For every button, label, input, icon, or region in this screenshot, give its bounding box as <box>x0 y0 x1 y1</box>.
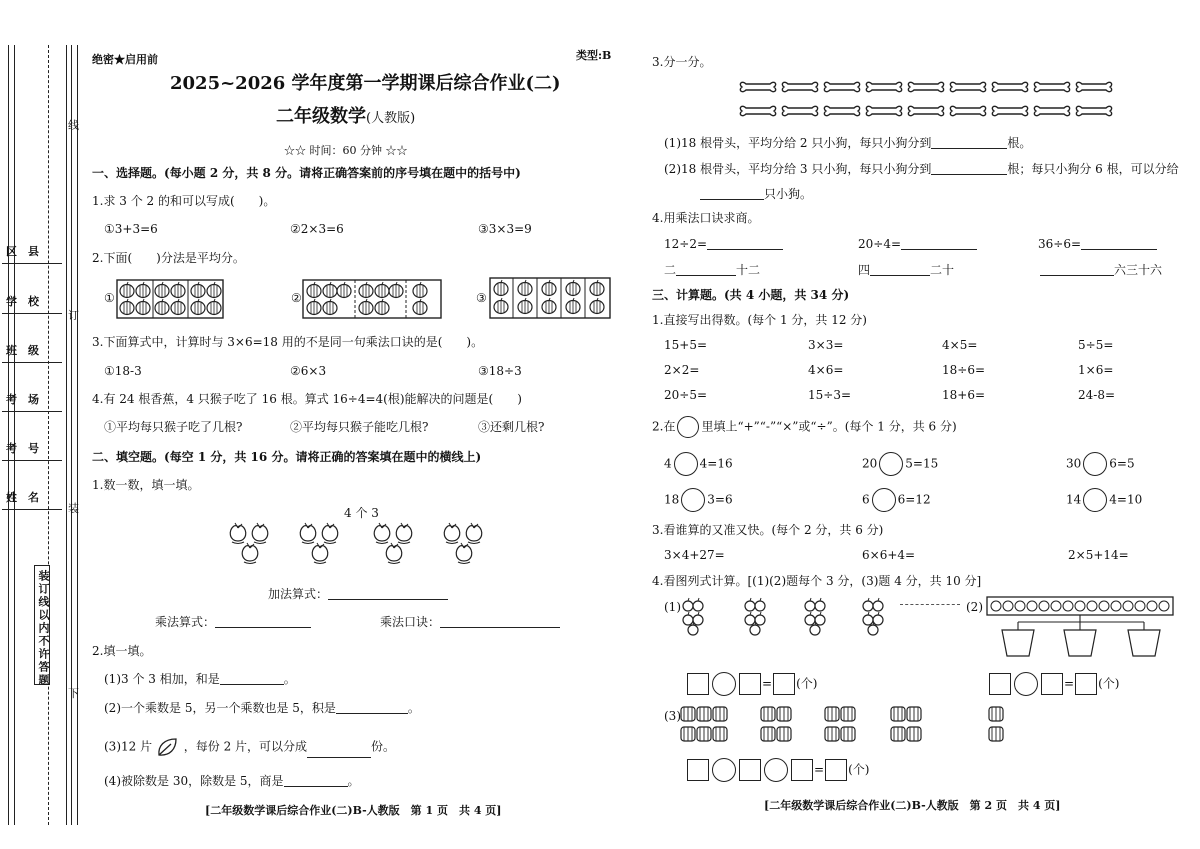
edition-label: (人教版) <box>366 111 416 126</box>
q2-option-1-pumpkin-figure <box>116 279 224 319</box>
answer-box[interactable] <box>825 759 847 781</box>
fill-1-caption: 4 个 3 <box>344 506 379 520</box>
section-choice: 一、选择题。(每小题 2 分，共 8 分。请将正确答案前的序号填在题中的括号中) <box>92 166 521 180</box>
rhyme-item-1-a: 二 <box>664 263 677 277</box>
fill-2-2-period: 。 <box>407 701 420 715</box>
calc-1-item: 5÷5= <box>1078 338 1114 352</box>
add-formula-blank[interactable] <box>328 599 448 600</box>
calc-1-item: 20÷5= <box>664 388 708 402</box>
calc-2-text-a: 2.在 <box>652 419 676 434</box>
calc-4-3-label: (3) <box>664 709 681 723</box>
rhyme-item-1-blank[interactable] <box>676 275 736 276</box>
operator-item-4-b: 3=6 <box>707 492 733 507</box>
operator-item-1-a: 4 <box>664 456 672 471</box>
operator-item-4-a: 18 <box>664 492 680 507</box>
calc-2-text-b: 里填上“+”“-”“×”或“÷”。(每个 1 分，共 6 分) <box>701 419 957 434</box>
fill-2-1-period: 。 <box>283 672 296 686</box>
section-fill: 二、填空题。(每空 1 分，共 16 分。请将正确的答案填在题中的横线上) <box>92 450 482 464</box>
calc-1-item: 24-8= <box>1078 388 1116 402</box>
fill-2-4 <box>104 775 360 787</box>
calc-4-text: 4.看图列式计算。[(1)(2)题每个 3 分，(3)题 4 分，共 10 分] <box>652 574 982 588</box>
rhyme-item-3-blank[interactable] <box>1040 275 1114 276</box>
q2-option-2-pumpkin-figure <box>302 279 442 319</box>
operator-circle-icon <box>677 416 699 438</box>
q2-option-3-label: ③ <box>476 291 487 305</box>
fill-4-item-3-text: 36÷6= <box>1038 237 1082 251</box>
add-formula-row <box>268 588 448 600</box>
binding-mark-line: 线 <box>68 119 79 132</box>
operator-item-1 <box>664 452 733 476</box>
q2-text: 2.下面( )分法是平均分。 <box>92 251 245 265</box>
q1-option-1: ①3+3=6 <box>104 222 158 236</box>
fill-3-2-blank-1[interactable] <box>931 174 1007 175</box>
peach-groups-figure <box>226 520 516 568</box>
rhyme-item-3-b: 六三十六 <box>1114 263 1163 277</box>
operator-blank-5[interactable] <box>872 488 896 512</box>
answer-operator[interactable] <box>764 758 788 782</box>
calc-1-item: 18÷6= <box>942 363 986 377</box>
operator-item-5-a: 6 <box>862 492 870 507</box>
rhyme-item-2-blank[interactable] <box>870 275 930 276</box>
answer-box[interactable] <box>989 673 1011 695</box>
fill-2-2 <box>104 702 420 714</box>
balls-baskets-figure <box>986 596 1176 660</box>
operator-item-6-a: 14 <box>1066 492 1082 507</box>
fill-3-text: 3.分一分。 <box>652 55 712 69</box>
q2-option-3-pumpkin-figure <box>489 277 611 319</box>
binding-warning: 装订线以内不许答题 <box>37 570 50 687</box>
add-formula-label: 加法算式： <box>268 587 329 601</box>
answer-box[interactable] <box>791 759 813 781</box>
fill-4-item-1 <box>664 238 783 250</box>
calc-1-item: 4×6= <box>808 363 844 377</box>
q3-option-3: ③18÷3 <box>478 364 522 378</box>
fill-3-2-text-a: (2)18 根骨头，平均分给 3 只小狗，每只小狗分到 <box>664 162 932 176</box>
q2-option-1-label: ① <box>104 291 115 305</box>
unit-label: (个) <box>848 762 870 777</box>
fill-3-1-blank[interactable] <box>931 148 1007 149</box>
rhyme-row <box>380 616 560 628</box>
fill-3-1-text-a: (1)18 根骨头，平均分给 2 只小狗，每只小狗分到 <box>664 136 932 150</box>
calc-2-text <box>652 416 957 438</box>
operator-item-4 <box>664 488 733 512</box>
binding-mark-below: 下 <box>68 687 79 700</box>
q3-text: 3.下面算式中，计算时与 3×6=18 用的不是同一句乘法口诀的是( )。 <box>92 335 484 349</box>
operator-item-2 <box>862 452 938 476</box>
fill-2-3-blank[interactable] <box>307 757 371 758</box>
fill-3-2-text-b: 根；每只小狗分 6 根，可以分给 <box>1007 162 1179 176</box>
operator-item-5-b: 6=12 <box>897 492 931 507</box>
calc-1-item: 15+5= <box>664 338 708 352</box>
fill-3-2-blank-2[interactable] <box>700 199 764 200</box>
rhyme-item-1-b: 十二 <box>736 263 761 277</box>
equals-sign: = <box>1064 676 1075 691</box>
fill-2-1 <box>104 673 296 685</box>
field-exam-number: 考 号 <box>6 442 39 455</box>
calc-3-text: 3.看谁算的又准又快。(每个 2 分，共 6 分) <box>652 523 884 537</box>
calc-4-3-answer <box>686 758 869 782</box>
rhyme-item-2-b: 二十 <box>930 263 955 277</box>
fill-4-item-2-text: 20÷4= <box>858 237 902 251</box>
rhyme-item-3 <box>1040 264 1162 276</box>
fill-2-4-blank[interactable] <box>284 786 348 787</box>
calc-1-item: 15÷3= <box>808 388 852 402</box>
fill-4-item-1-blank[interactable] <box>707 249 783 250</box>
fill-2-4-period: 。 <box>347 774 360 788</box>
calc-4-1-answer <box>686 672 817 696</box>
exam-type: 类型:B <box>576 49 612 62</box>
operator-item-6 <box>1066 488 1142 512</box>
answer-box[interactable] <box>687 673 709 695</box>
rhyme-label: 乘法口诀： <box>380 615 441 629</box>
fill-4-text: 4.用乘法口诀求商。 <box>652 211 760 225</box>
fill-4-item-3-blank[interactable] <box>1081 249 1157 250</box>
operator-item-6-b: 4=10 <box>1109 492 1143 507</box>
q4-option-1: ①平均每只猴子吃了几根? <box>104 420 243 434</box>
section-calc: 三、计算题。(共 4 小题，共 34 分) <box>652 288 850 302</box>
divider-dashed <box>900 604 960 605</box>
operator-blank-4[interactable] <box>681 488 705 512</box>
q4-option-2: ②平均每只猴子能吃几根? <box>290 420 429 434</box>
fill-3-1-text-b: 根。 <box>1007 136 1032 150</box>
field-class: 班 级 <box>6 344 39 357</box>
operator-item-3-b: 6=5 <box>1109 456 1135 471</box>
q2-option-2-label: ② <box>291 291 302 305</box>
q1-text: 1.求 3 个 2 的和可以写成( )。 <box>92 194 276 208</box>
fill-2-4-text: (4)被除数是 30，除数是 5，商是 <box>104 774 284 788</box>
apples-figure <box>680 596 912 640</box>
fill-2-3-text-a: (3)12 片 <box>104 739 153 754</box>
binding-mark-bind: 装 <box>68 502 79 515</box>
fill-2-3-text-c: 份。 <box>371 739 396 754</box>
answer-operator[interactable] <box>712 758 736 782</box>
field-district: 区 县 <box>6 245 39 258</box>
calc-1-item: 1×6= <box>1078 363 1114 377</box>
operator-blank-1[interactable] <box>674 452 698 476</box>
calc-4-2-answer <box>988 672 1119 696</box>
operator-item-2-b: 5=15 <box>905 456 939 471</box>
operator-item-3 <box>1066 452 1135 476</box>
fill-4-item-2-blank[interactable] <box>901 249 977 250</box>
fill-2-1-blank[interactable] <box>220 684 284 685</box>
fill-2-2-blank[interactable] <box>336 713 408 714</box>
fill-4-item-3 <box>1038 238 1157 250</box>
spools-figure <box>680 704 1040 746</box>
operator-item-1-b: 4=16 <box>699 456 733 471</box>
fill-3-2-cont <box>700 188 812 200</box>
calc-1-item: 2×2= <box>664 363 700 377</box>
mul-formula-blank[interactable] <box>215 627 311 628</box>
q4-text: 4.有 24 根香蕉，4 只猴子吃了 16 根。算式 16÷4=4(根)能解决的问题是( ) <box>92 392 522 406</box>
equals-sign: = <box>762 676 773 691</box>
rhyme-item-2-a: 四 <box>858 263 871 277</box>
binding-mark-staple: 订 <box>68 309 79 322</box>
rhyme-item-1 <box>664 264 760 276</box>
calc-4-2-label: (2) <box>966 600 983 614</box>
calc-4-1-label: (1) <box>664 600 681 614</box>
q3-option-2: ②6×3 <box>290 364 327 378</box>
unit-label: (个) <box>1098 676 1120 691</box>
mul-formula-label: 乘法算式： <box>155 615 216 629</box>
q3-option-1: ①18-3 <box>104 364 142 378</box>
field-school: 学 校 <box>6 295 39 308</box>
fill-2-3-text-b: ，每份 2 片，可以分成 <box>183 739 308 754</box>
answer-box[interactable] <box>739 673 761 695</box>
operator-item-2-a: 20 <box>862 456 878 471</box>
exam-subtitle <box>276 108 415 126</box>
calc-1-text: 1.直接写出得数。(每个 1 分，共 12 分) <box>652 313 867 327</box>
fill-3-2 <box>664 163 1179 175</box>
answer-box[interactable] <box>773 673 795 695</box>
answer-box[interactable] <box>1041 673 1063 695</box>
operator-item-5 <box>862 488 931 512</box>
answer-operator[interactable] <box>712 672 736 696</box>
fill-3-1 <box>664 137 1031 149</box>
calc-1-item: 3×3= <box>808 338 844 352</box>
unit-label: (个) <box>796 676 818 691</box>
page-1-footer: [二年级数学课后综合作业(二)B-人教版 第 1 页 共 4 页] <box>205 804 502 817</box>
operator-blank-2[interactable] <box>879 452 903 476</box>
calc-3-item: 6×6+4= <box>862 548 916 562</box>
fill-2-text: 2.填一填。 <box>92 644 152 658</box>
operator-blank-3[interactable] <box>1083 452 1107 476</box>
answer-box[interactable] <box>1075 673 1097 695</box>
calc-1-item: 18+6= <box>942 388 986 402</box>
time-label: ☆☆ 时间：60 分钟 ☆☆ <box>284 144 408 157</box>
rhyme-item-2 <box>858 264 954 276</box>
field-room: 考 场 <box>6 393 39 406</box>
fill-4-item-2 <box>858 238 977 250</box>
fill-2-1-text: (1)3 个 3 相加，和是 <box>104 672 220 686</box>
secret-label: 绝密★启用前 <box>92 53 158 66</box>
calc-3-item: 2×5+14= <box>1068 548 1129 562</box>
calc-1-item: 4×5= <box>942 338 978 352</box>
calc-3-item: 3×4+27= <box>664 548 725 562</box>
answer-box[interactable] <box>687 759 709 781</box>
answer-operator[interactable] <box>1014 672 1038 696</box>
fill-3-2-text-c: 只小狗。 <box>764 187 813 201</box>
fill-1-text: 1.数一数，填一填。 <box>92 478 200 492</box>
fill-2-2-text: (2)一个乘数是 5，另一个乘数也是 5，积是 <box>104 701 336 715</box>
bones-figure <box>736 76 1120 124</box>
page-2-footer: [二年级数学课后综合作业(二)B-人教版 第 2 页 共 4 页] <box>764 799 1061 812</box>
mul-formula-row <box>155 616 311 628</box>
leaf-icon <box>156 736 180 758</box>
exam-title: 2025~2026 学年度第一学期课后综合作业(二) <box>170 73 561 94</box>
rhyme-blank[interactable] <box>440 627 560 628</box>
operator-item-3-a: 30 <box>1066 456 1082 471</box>
fill-4-item-1-text: 12÷2= <box>664 237 708 251</box>
operator-blank-6[interactable] <box>1083 488 1107 512</box>
answer-box[interactable] <box>739 759 761 781</box>
subject-title: 二年级数学 <box>276 106 366 127</box>
equals-sign: = <box>814 762 825 777</box>
q1-option-3: ③3×3=9 <box>478 222 532 236</box>
fill-2-3 <box>104 736 395 758</box>
q1-option-2: ②2×3=6 <box>290 222 344 236</box>
field-name: 姓 名 <box>6 491 39 504</box>
q4-option-3: ③还剩几根? <box>478 420 545 434</box>
